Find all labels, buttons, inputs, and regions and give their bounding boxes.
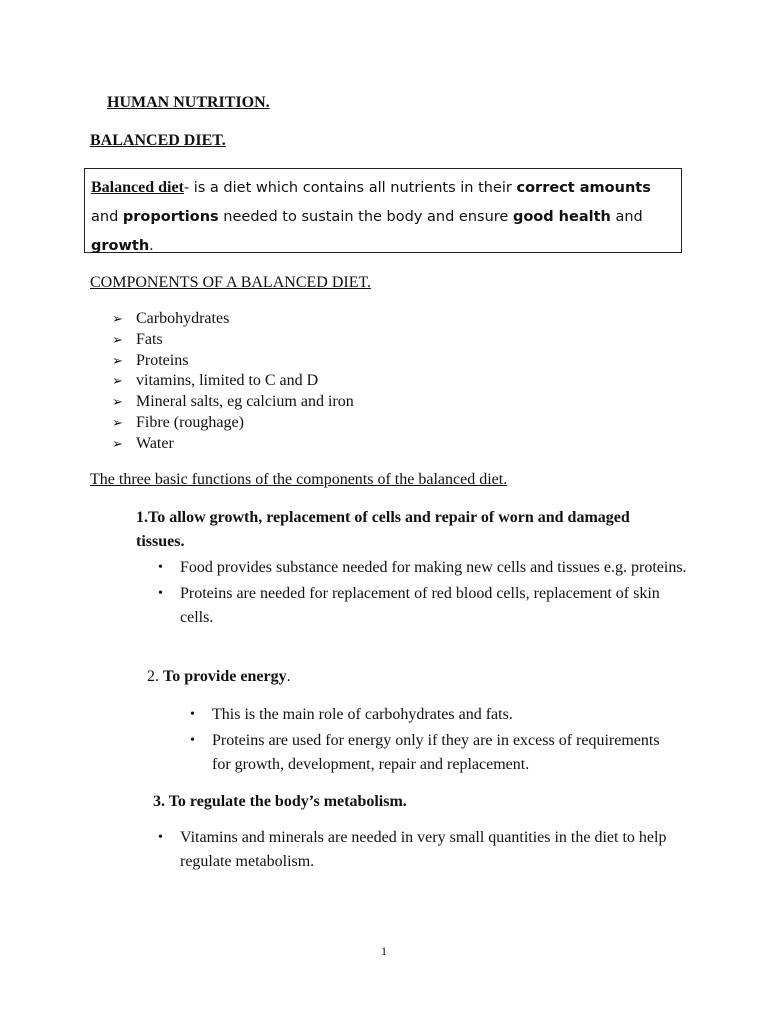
list-item: [158, 826, 678, 874]
arrow-bullet-icon: ➢: [112, 331, 123, 347]
definition-box: [84, 168, 682, 253]
arrow-bullet-icon: ➢: [112, 394, 123, 410]
definition-text-2: and: [91, 209, 123, 225]
section-heading-balanced-diet: BALANCED DIET.: [90, 132, 226, 149]
components-list: [112, 309, 354, 455]
function-2-title-text: To provide energy: [163, 668, 287, 685]
list-item: [190, 729, 670, 777]
list-item: [158, 556, 688, 580]
keyword-proportions: proportions: [122, 209, 219, 225]
function-2-suffix: .: [286, 668, 291, 685]
list-item: [112, 413, 354, 434]
list-item: [112, 330, 354, 351]
list-item: [190, 703, 670, 727]
list-item: [112, 351, 354, 372]
function-2-number: 2.: [147, 668, 163, 685]
bullet-dot-icon: •: [190, 707, 195, 722]
function-3-bullets: [158, 826, 678, 874]
definition-text-5: .: [149, 238, 154, 254]
component-label: Fats: [136, 330, 163, 348]
function-2-bullets: [190, 703, 670, 777]
definition-text-4: and: [610, 209, 643, 225]
component-label: Mineral salts, eg calcium and iron: [136, 393, 354, 411]
definition-term: Balanced diet: [91, 179, 184, 196]
bullet-dot-icon: •: [158, 560, 163, 575]
components-heading: COMPONENTS OF A BALANCED DIET.: [90, 274, 372, 291]
keyword-good-health: good health: [512, 209, 611, 225]
document-title: HUMAN NUTRITION.: [107, 94, 270, 111]
functions-heading: The three basic functions of the components of the balanced diet.: [90, 471, 508, 488]
bullet-dot-icon: •: [158, 586, 163, 601]
function-1-title: 1.To allow growth, replacement of cells and repair of worn and damaged tissues.: [136, 509, 630, 550]
arrow-bullet-icon: ➢: [112, 311, 123, 326]
bullet-text: Food provides substance needed for making new cells and tissues e.g. proteins.: [180, 559, 687, 576]
bullet-text: Proteins are used for energy only if they are in excess of requirements for growth, development, repair and replacement.: [212, 732, 660, 773]
list-item: [158, 582, 688, 630]
component-label: Fibre (roughage): [136, 413, 244, 431]
definition-text-3: needed to sustain the body and ensure: [218, 209, 513, 225]
list-item: [112, 434, 354, 455]
arrow-bullet-icon: ➢: [112, 414, 123, 430]
component-label: Carbohydrates: [136, 310, 230, 327]
keyword-growth: growth: [91, 238, 150, 254]
keyword-correct-amounts: correct amounts: [516, 180, 651, 196]
function-2-title: [147, 665, 291, 689]
bullet-dot-icon: •: [190, 733, 195, 748]
bullet-text: This is the main role of carbohydrates and fats.: [212, 706, 513, 723]
list-item: [112, 309, 354, 330]
arrow-bullet-icon: ➢: [112, 373, 123, 389]
arrow-bullet-icon: ➢: [112, 435, 123, 451]
list-item: [112, 371, 354, 392]
page-number: 1: [381, 944, 387, 958]
component-label: Water: [136, 434, 174, 452]
component-label: Proteins: [136, 351, 189, 369]
function-3-title: 3. To regulate the body’s metabolism.: [153, 793, 407, 810]
list-item: [112, 392, 354, 413]
function-1-bullets: [158, 556, 688, 630]
bullet-text: Vitamins and minerals are needed in very small quantities in the diet to help regulate metabolism.: [180, 829, 667, 870]
bullet-text: Proteins are needed for replacement of red blood cells, replacement of skin cells.: [180, 585, 660, 626]
component-label: vitamins, limited to C and D: [136, 372, 319, 390]
definition-text-1: - is a diet which contains all nutrients in their: [183, 180, 517, 196]
bullet-dot-icon: •: [158, 830, 163, 845]
arrow-bullet-icon: ➢: [112, 352, 123, 368]
